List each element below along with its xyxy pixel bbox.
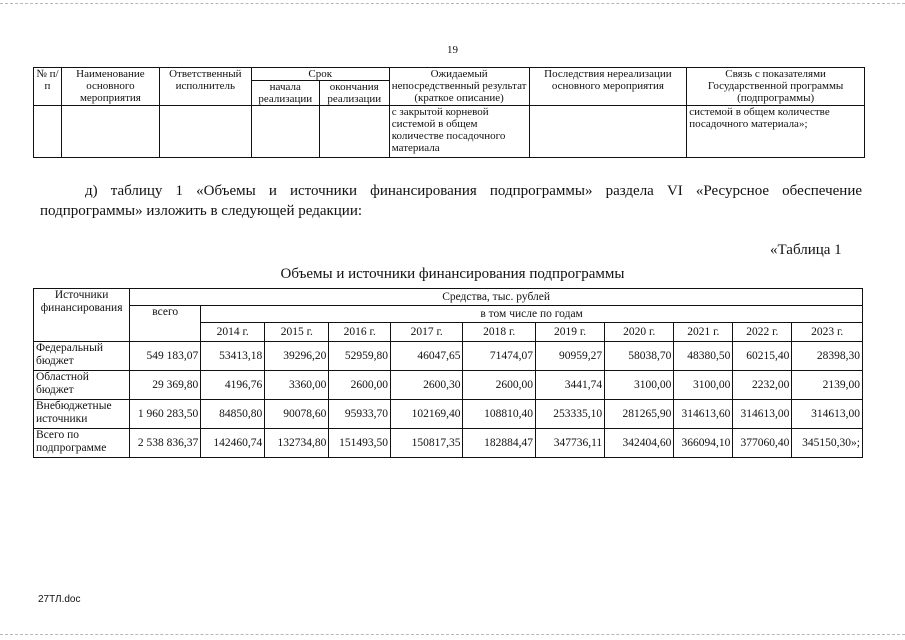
cell-value: 84850,80	[201, 400, 265, 429]
table-title: Объемы и источники финансирования подпрограммы	[280, 266, 625, 282]
cell-value: 2600,30	[390, 371, 463, 400]
cell-executor	[159, 106, 251, 158]
cell-value: 3360,00	[265, 371, 329, 400]
header-year: 2023 г.	[792, 323, 863, 342]
cell-total: 1 960 283,50	[130, 400, 201, 429]
cell-total: 549 183,07	[130, 342, 201, 371]
header-year: 2014 г.	[201, 323, 265, 342]
page-number: 19	[447, 44, 458, 56]
cell-value: 2600,00	[463, 371, 536, 400]
header-year: 2020 г.	[605, 323, 674, 342]
cell-value: 2232,00	[733, 371, 792, 400]
table-row	[34, 371, 863, 400]
cell-value: 28398,30	[792, 342, 863, 371]
cell-value: 314613,60	[674, 400, 733, 429]
cell-value: 142460,74	[201, 429, 265, 458]
header-total: всего	[130, 306, 201, 342]
cell-value: 2139,00	[792, 371, 863, 400]
header-num: № п/п	[34, 68, 62, 106]
header-funds: Средства, тыс. рублей	[130, 289, 863, 306]
header-term: Срок	[251, 68, 389, 81]
cell-total: 2 538 836,37	[130, 429, 201, 458]
cell-num	[34, 106, 62, 158]
cell-consequences	[529, 106, 687, 158]
cell-source: Федеральный бюджет	[34, 342, 130, 371]
header-year: 2016 г.	[329, 323, 391, 342]
header-source: Источники финансирования	[34, 289, 130, 342]
scan-edge-bottom	[0, 634, 905, 635]
header-name: Наименование основного мероприятия	[61, 68, 159, 106]
cell-value: 3100,00	[605, 371, 674, 400]
header-result: Ожидаемый непосредственный результат (краткое описание)	[389, 68, 529, 106]
cell-value: 90959,27	[536, 342, 605, 371]
header-year: 2015 г.	[265, 323, 329, 342]
cell-value: 314613,00	[792, 400, 863, 429]
amendment-paragraph: д) таблицу 1 «Объемы и источники финансирования подпрограммы» раздела VI «Ресурсное обеспечение подпрограммы» изложить в следующей редакции:	[40, 183, 862, 219]
cell-value: 2600,00	[329, 371, 391, 400]
cell-source: Областной бюджет	[34, 371, 130, 400]
scan-edge-top	[0, 3, 905, 4]
cell-value: 48380,50	[674, 342, 733, 371]
cell-source: Внебюджетные источники	[34, 400, 130, 429]
header-year: 2021 г.	[674, 323, 733, 342]
header-by-years: в том числе по годам	[201, 306, 863, 323]
cell-value: 314613,00	[733, 400, 792, 429]
header-year: 2019 г.	[536, 323, 605, 342]
measures-table-fragment	[33, 67, 865, 158]
table-row	[34, 429, 863, 458]
cell-value: 366094,10	[674, 429, 733, 458]
footer-filename: 27ТЛ.doc	[38, 594, 81, 605]
cell-value: 95933,70	[329, 400, 391, 429]
cell-value: 3441,74	[536, 371, 605, 400]
cell-value: 39296,20	[265, 342, 329, 371]
header-link: Связь с показателями Государственной программы (подпрограммы)	[687, 68, 865, 106]
cell-term-start	[251, 106, 319, 158]
table-row	[34, 400, 863, 429]
cell-value: 182884,47	[463, 429, 536, 458]
cell-value: 347736,11	[536, 429, 605, 458]
header-year: 2017 г.	[390, 323, 463, 342]
cell-value: 253335,10	[536, 400, 605, 429]
header-term-start: начала реализации	[251, 81, 319, 106]
cell-value: 108810,40	[463, 400, 536, 429]
table-caption: «Таблица 1	[770, 242, 842, 258]
cell-value: 377060,40	[733, 429, 792, 458]
cell-value: 151493,50	[329, 429, 391, 458]
cell-value: 281265,90	[605, 400, 674, 429]
cell-total: 29 369,80	[130, 371, 201, 400]
cell-value: 53413,18	[201, 342, 265, 371]
cell-value: 4196,76	[201, 371, 265, 400]
cell-value: 60215,40	[733, 342, 792, 371]
cell-value: 71474,07	[463, 342, 536, 371]
header-executor: Ответственный исполнитель	[159, 68, 251, 106]
header-consequences: Последствия нереализации основного мероприятия	[529, 68, 687, 106]
cell-value: 3100,00	[674, 371, 733, 400]
funding-table	[33, 288, 863, 458]
cell-value: 102169,40	[390, 400, 463, 429]
cell-value: 132734,80	[265, 429, 329, 458]
header-year: 2022 г.	[733, 323, 792, 342]
cell-value: 342404,60	[605, 429, 674, 458]
header-year: 2018 г.	[463, 323, 536, 342]
cell-name	[61, 106, 159, 158]
cell-result: с закрытой корневой системой в общем количестве посадочного материала	[389, 106, 529, 158]
cell-value: 52959,80	[329, 342, 391, 371]
cell-value: 345150,30»;	[792, 429, 863, 458]
table-row	[34, 342, 863, 371]
cell-value: 90078,60	[265, 400, 329, 429]
cell-link: системой в общем количестве посадочного материала»;	[687, 106, 865, 158]
cell-value: 58038,70	[605, 342, 674, 371]
header-term-end: окончания реализации	[319, 81, 389, 106]
cell-value: 150817,35	[390, 429, 463, 458]
cell-term-end	[319, 106, 389, 158]
cell-value: 46047,65	[390, 342, 463, 371]
cell-source: Всего по подпрограмме	[34, 429, 130, 458]
